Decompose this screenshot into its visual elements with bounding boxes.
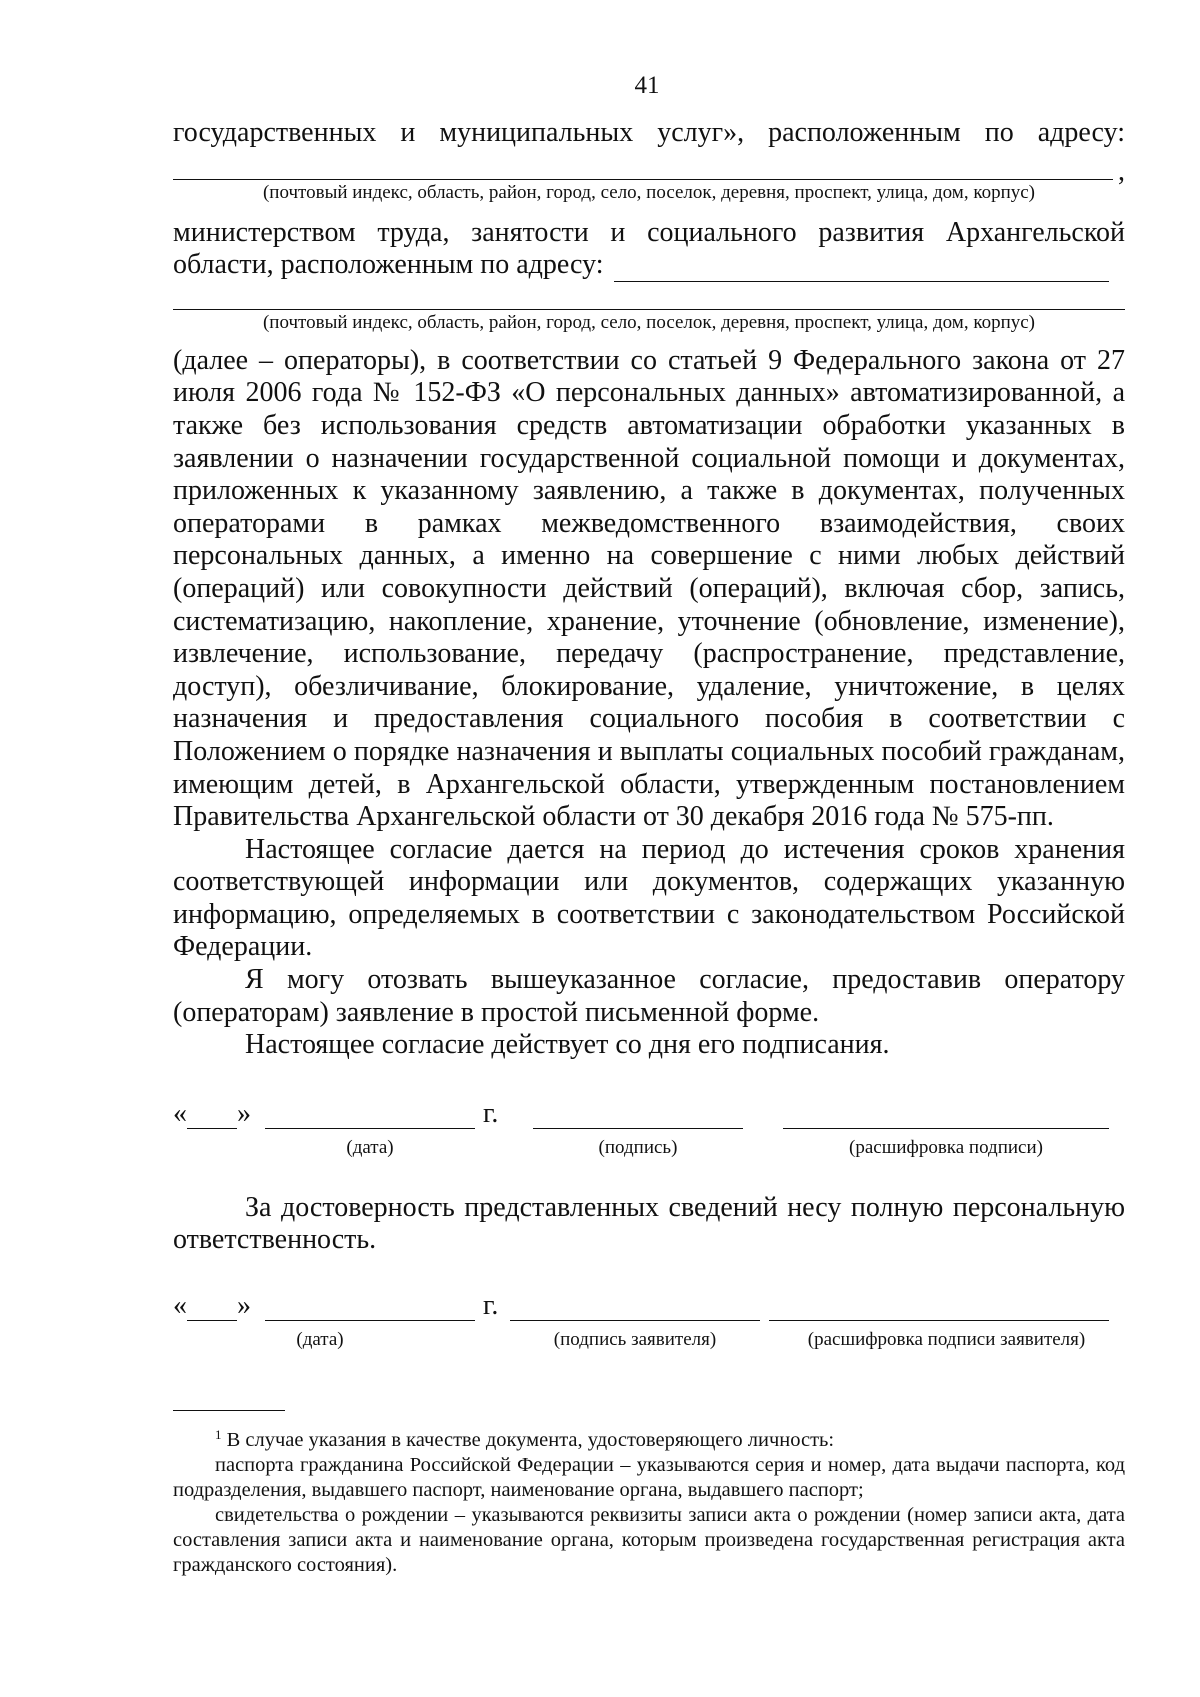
consent-revoke-paragraph: Я могу отозвать вышеуказанное согласие, предоставив оператору (операторам) заявление в простой письменной форме. [173, 964, 1125, 1028]
decoding-blank-2[interactable] [769, 1320, 1109, 1321]
ministry-address-label: области, расположенным по адресу: [173, 249, 604, 281]
signature-captions-1 [173, 1137, 1125, 1161]
footnote-intro [173, 1428, 1125, 1453]
caption-decoding-2: (расшифровка подписи заявителя) [807, 1329, 1086, 1351]
day-blank-2[interactable] [187, 1320, 237, 1321]
address-blank-2[interactable] [173, 282, 1125, 310]
caption-date-1: (дата) [346, 1136, 394, 1158]
day-quote-open: « [173, 1097, 187, 1129]
signature-blank-2[interactable] [510, 1320, 760, 1321]
footnote-passport: паспорта гражданина Российской Федерации – указываются серия и номер, дата выдачи паспорта, код подразделения, выдавшего паспорт, наименование органа, выдавшего паспорт; [173, 1454, 1125, 1502]
address-caption-1: (почтовый индекс, область, район, город, село, поселок, деревня, проспект, улица, дом, корпус) [262, 181, 1036, 203]
footnote-separator [173, 1410, 285, 1411]
day-blank-1[interactable] [187, 1128, 237, 1129]
address-comma: , [1118, 155, 1125, 187]
responsibility-paragraph: За достоверность представленных сведений несу полную персональную ответственность. [173, 1191, 1125, 1256]
address-caption-2: (почтовый индекс, область, район, город, село, поселок, деревня, проспект, улица, дом, корпус) [262, 311, 1036, 333]
ministry-line: министерством труда, занятости и социального развития Архангельской [173, 216, 1125, 248]
signature-captions-2 [173, 1329, 1125, 1353]
consent-main-paragraph: (далее – операторы), в соответствии со статьей 9 Федерального закона от 27 июля 2006 года № 152-ФЗ «О персональных данных» автоматизированной, а также без использования средств автоматизации обработки указанных в заявлении о назначении государственной социальной помощи и документах, приложенных к указанному заявлению, а также в документах, полученных операторами в рамках межведомственного взаимодействия, своих персональных данных, а именно на совершение с ними любых действий (операций) или совокупности действий (операций), включая сбор, запись, систематизацию, накопление, хранение, уточнение (обновление, изменение), извлечение, использование, передачу (распространение, представление, доступ), обезличивание, блокирование, удаление, уничтожение, в целях назначения и предоставления социального пособия в соответствии с Положением о порядке назначения и выплаты социальных пособий гражданам, имеющим детей, в Архангельской области, утвержденным постановлением Правительства Архангельской области от 30 декабря 2016 года № 575-пп. [173, 344, 1125, 833]
consent-valid-paragraph: Настоящее согласие действует со дня его подписания. [245, 1029, 890, 1061]
decoding-blank-1[interactable] [783, 1128, 1109, 1129]
date-blank-2[interactable] [265, 1320, 475, 1321]
signature-blank-1[interactable] [533, 1128, 743, 1129]
year-mark-2: г. [483, 1290, 499, 1322]
year-mark-1: г. [483, 1097, 499, 1129]
consent-period-paragraph: Настоящее согласие дается на период до истечения сроков хранения соответствующей информации или документов, содержащих указанную информацию, определяемых в соответствии с законодательством Российской Федерации. [173, 833, 1125, 963]
footnote-birth-certificate: свидетельства о рождении – указываются реквизиты записи акта о рождении (номер записи акта, дата составления записи акта и наименование органа, которым произведена государственная регистрация акта гражданского состояния). [173, 1504, 1125, 1577]
address-blank-1[interactable] [173, 150, 1125, 187]
page-content [173, 117, 1125, 1578]
ministry-address-line [173, 249, 1125, 282]
address-intro-line: государственных и муниципальных услуг», расположенным по адресу: [173, 117, 1125, 148]
day-quote-close-2: » [237, 1290, 251, 1322]
caption-date-2: (дата) [296, 1329, 344, 1351]
signature-row-2 [173, 1290, 1125, 1326]
footnote-marker: 1 [215, 1427, 222, 1443]
page-number: 41 [634, 72, 660, 99]
day-quote-open-2: « [173, 1290, 187, 1322]
address-underline-1 [173, 179, 1113, 180]
ministry-address-blank[interactable] [614, 255, 1109, 282]
day-quote-close: » [237, 1097, 251, 1129]
address-underline-2 [173, 309, 1125, 310]
caption-signature-1: (подпись) [598, 1136, 678, 1158]
footnote-intro-text: В случае указания в качестве документа, удостоверяющего личность: [226, 1429, 835, 1452]
caption-decoding-1: (расшифровка подписи) [849, 1136, 1043, 1158]
date-blank-1[interactable] [265, 1128, 475, 1129]
signature-row-1 [173, 1098, 1125, 1134]
caption-signature-2: (подпись заявителя) [553, 1329, 717, 1351]
